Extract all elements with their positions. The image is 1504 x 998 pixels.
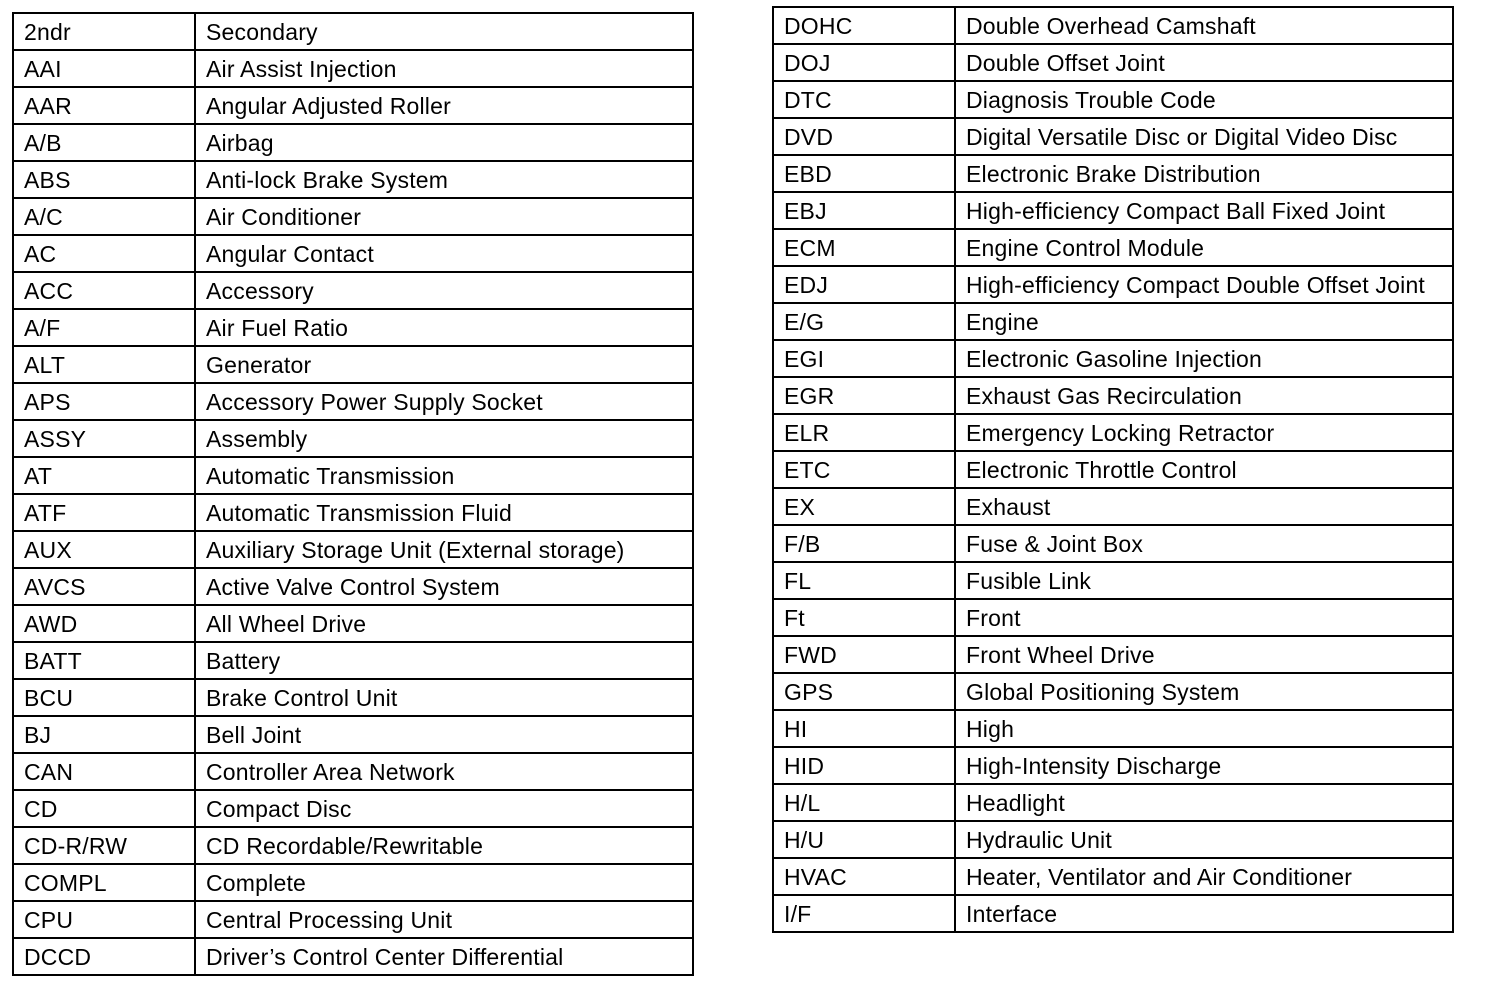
abbreviation-cell: FL [773, 562, 955, 599]
meaning-cell: Accessory Power Supply Socket [195, 383, 693, 420]
meaning-cell: Hydraulic Unit [955, 821, 1453, 858]
table-row [773, 81, 1453, 118]
abbreviation-cell: DVD [773, 118, 955, 155]
abbreviation-cell: CAN [13, 753, 195, 790]
meaning-cell: Electronic Gasoline Injection [955, 340, 1453, 377]
meaning-cell: Digital Versatile Disc or Digital Video Disc [955, 118, 1453, 155]
abbreviation-cell: BATT [13, 642, 195, 679]
table-row [773, 266, 1453, 303]
abbreviation-cell: HID [773, 747, 955, 784]
abbreviation-cell: AC [13, 235, 195, 272]
abbreviation-cell: HI [773, 710, 955, 747]
abbreviation-cell: ASSY [13, 420, 195, 457]
abbreviation-cell: GPS [773, 673, 955, 710]
table-row [773, 451, 1453, 488]
table-row [13, 494, 693, 531]
meaning-cell: Interface [955, 895, 1453, 932]
meaning-cell: Heater, Ventilator and Air Conditioner [955, 858, 1453, 895]
abbreviation-cell: AAR [13, 87, 195, 124]
abbreviation-cell: ETC [773, 451, 955, 488]
table-row [773, 44, 1453, 81]
table-row [13, 124, 693, 161]
abbreviation-cell: DTC [773, 81, 955, 118]
abbreviation-cell: EBD [773, 155, 955, 192]
table-row [13, 383, 693, 420]
abbreviation-cell: AUX [13, 531, 195, 568]
table-row [773, 303, 1453, 340]
meaning-cell: Headlight [955, 784, 1453, 821]
meaning-cell: Angular Contact [195, 235, 693, 272]
abbreviation-table-left-body [13, 13, 693, 975]
abbreviation-cell: EGR [773, 377, 955, 414]
table-row [773, 599, 1453, 636]
abbreviation-cell: COMPL [13, 864, 195, 901]
abbreviation-cell: ECM [773, 229, 955, 266]
table-row [13, 457, 693, 494]
meaning-cell: Emergency Locking Retractor [955, 414, 1453, 451]
table-row [13, 309, 693, 346]
table-row [13, 864, 693, 901]
table-row [13, 235, 693, 272]
abbreviation-cell: H/U [773, 821, 955, 858]
table-row [13, 716, 693, 753]
abbreviation-cell: DOJ [773, 44, 955, 81]
meaning-cell: Air Conditioner [195, 198, 693, 235]
table-row [13, 346, 693, 383]
table-row [773, 525, 1453, 562]
meaning-cell: Brake Control Unit [195, 679, 693, 716]
abbreviation-cell: CD-R/RW [13, 827, 195, 864]
meaning-cell: All Wheel Drive [195, 605, 693, 642]
abbreviation-cell: E/G [773, 303, 955, 340]
table-row [13, 679, 693, 716]
abbreviation-cell: DOHC [773, 7, 955, 44]
meaning-cell: High-efficiency Compact Ball Fixed Joint [955, 192, 1453, 229]
table-row [773, 414, 1453, 451]
table-row [773, 673, 1453, 710]
abbreviation-cell: ALT [13, 346, 195, 383]
abbreviation-table-right [772, 6, 1454, 933]
abbreviation-cell: CD [13, 790, 195, 827]
abbreviation-cell: BJ [13, 716, 195, 753]
meaning-cell: Angular Adjusted Roller [195, 87, 693, 124]
table-row [13, 531, 693, 568]
meaning-cell: Double Overhead Camshaft [955, 7, 1453, 44]
meaning-cell: Generator [195, 346, 693, 383]
meaning-cell: Accessory [195, 272, 693, 309]
table-row [773, 229, 1453, 266]
meaning-cell: Air Fuel Ratio [195, 309, 693, 346]
table-row [773, 118, 1453, 155]
abbreviation-cell: FWD [773, 636, 955, 673]
abbreviation-cell: I/F [773, 895, 955, 932]
table-row [13, 13, 693, 50]
meaning-cell: Electronic Throttle Control [955, 451, 1453, 488]
abbreviation-cell: F/B [773, 525, 955, 562]
abbreviation-cell: APS [13, 383, 195, 420]
abbreviation-cell: A/F [13, 309, 195, 346]
table-row [13, 568, 693, 605]
table-row [13, 161, 693, 198]
meaning-cell: High-Intensity Discharge [955, 747, 1453, 784]
table-row [773, 488, 1453, 525]
meaning-cell: Complete [195, 864, 693, 901]
table-row [773, 784, 1453, 821]
meaning-cell: Double Offset Joint [955, 44, 1453, 81]
meaning-cell: Engine [955, 303, 1453, 340]
abbreviation-cell: AWD [13, 605, 195, 642]
abbreviation-cell: A/B [13, 124, 195, 161]
meaning-cell: Compact Disc [195, 790, 693, 827]
meaning-cell: Air Assist Injection [195, 50, 693, 87]
abbreviation-cell: AT [13, 457, 195, 494]
meaning-cell: High [955, 710, 1453, 747]
meaning-cell: Global Positioning System [955, 673, 1453, 710]
abbreviation-cell: AAI [13, 50, 195, 87]
meaning-cell: Automatic Transmission Fluid [195, 494, 693, 531]
meaning-cell: Diagnosis Trouble Code [955, 81, 1453, 118]
table-row [13, 901, 693, 938]
meaning-cell: Exhaust [955, 488, 1453, 525]
abbreviation-cell: H/L [773, 784, 955, 821]
table-row [773, 192, 1453, 229]
meaning-cell: Electronic Brake Distribution [955, 155, 1453, 192]
table-row [773, 821, 1453, 858]
abbreviation-cell: DCCD [13, 938, 195, 975]
table-row [13, 753, 693, 790]
meaning-cell: Anti-lock Brake System [195, 161, 693, 198]
meaning-cell: Engine Control Module [955, 229, 1453, 266]
abbreviation-cell: ELR [773, 414, 955, 451]
abbreviation-cell: HVAC [773, 858, 955, 895]
meaning-cell: Assembly [195, 420, 693, 457]
abbreviation-cell: ATF [13, 494, 195, 531]
meaning-cell: Driver’s Control Center Differential [195, 938, 693, 975]
abbreviation-cell: ABS [13, 161, 195, 198]
abbreviation-cell: A/C [13, 198, 195, 235]
table-row [13, 50, 693, 87]
abbreviation-cell: EX [773, 488, 955, 525]
table-row [773, 7, 1453, 44]
abbreviation-table-left [12, 12, 694, 976]
abbreviation-cell: ACC [13, 272, 195, 309]
table-row [773, 562, 1453, 599]
meaning-cell: Automatic Transmission [195, 457, 693, 494]
meaning-cell: CD Recordable/Rewritable [195, 827, 693, 864]
meaning-cell: Front Wheel Drive [955, 636, 1453, 673]
abbreviation-cell: BCU [13, 679, 195, 716]
table-row [773, 895, 1453, 932]
meaning-cell: Controller Area Network [195, 753, 693, 790]
meaning-cell: Secondary [195, 13, 693, 50]
meaning-cell: Active Valve Control System [195, 568, 693, 605]
table-row [773, 747, 1453, 784]
table-row [13, 605, 693, 642]
table-row [773, 377, 1453, 414]
abbreviation-cell: CPU [13, 901, 195, 938]
meaning-cell: Airbag [195, 124, 693, 161]
meaning-cell: Fusible Link [955, 562, 1453, 599]
table-row [773, 636, 1453, 673]
table-row [13, 938, 693, 975]
meaning-cell: Central Processing Unit [195, 901, 693, 938]
abbreviation-table-right-body [773, 7, 1453, 932]
abbreviation-cell: Ft [773, 599, 955, 636]
abbreviation-cell: 2ndr [13, 13, 195, 50]
abbreviation-cell: EBJ [773, 192, 955, 229]
meaning-cell: Front [955, 599, 1453, 636]
table-row [773, 710, 1453, 747]
abbreviation-cell: AVCS [13, 568, 195, 605]
meaning-cell: Bell Joint [195, 716, 693, 753]
abbreviation-cell: EGI [773, 340, 955, 377]
table-row [773, 858, 1453, 895]
table-row [13, 420, 693, 457]
table-row [13, 272, 693, 309]
meaning-cell: Auxiliary Storage Unit (External storage) [195, 531, 693, 568]
table-row [13, 790, 693, 827]
table-row [13, 87, 693, 124]
table-row [13, 198, 693, 235]
table-row [773, 340, 1453, 377]
table-row [13, 827, 693, 864]
table-row [13, 642, 693, 679]
abbreviation-cell: EDJ [773, 266, 955, 303]
meaning-cell: Exhaust Gas Recirculation [955, 377, 1453, 414]
meaning-cell: Battery [195, 642, 693, 679]
meaning-cell: Fuse & Joint Box [955, 525, 1453, 562]
table-row [773, 155, 1453, 192]
meaning-cell: High-efficiency Compact Double Offset Joint [955, 266, 1453, 303]
